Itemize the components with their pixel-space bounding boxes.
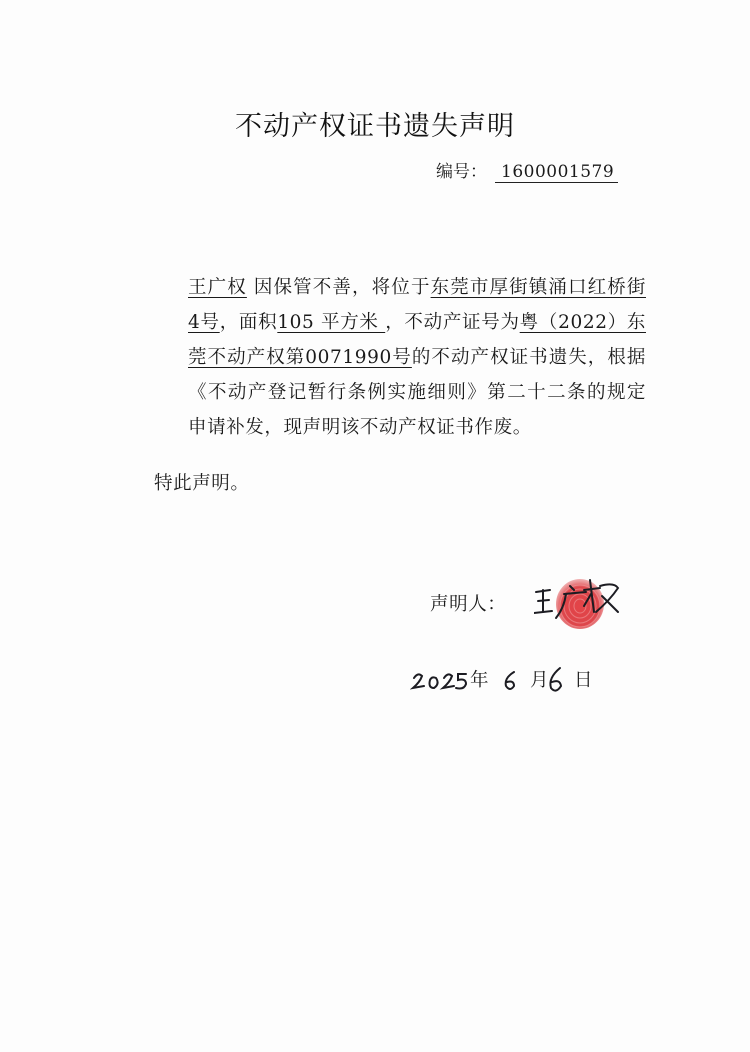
owner-name: 王广权 <box>188 277 247 298</box>
serial-line <box>436 157 618 183</box>
body-text-3: ，不动产证号为 <box>385 312 520 333</box>
signature-with-fingerprint-seal <box>534 568 620 632</box>
serial-number: 1600001579 <box>495 162 618 183</box>
body-text-1: 因保管不善，将位于 <box>246 277 431 298</box>
day-unit: 日 <box>574 670 593 691</box>
document-title: 不动产权证书遗失声明 <box>235 111 515 142</box>
declarant-line <box>430 590 506 616</box>
date-line <box>410 660 610 700</box>
body-text-4: 的不动产权证书遗失，根据《不动产登记暂行条例实施细则》第二十二条的规定申请补发，现声明该不动产权证书作废。 <box>188 347 646 438</box>
declarant-label: 声明人： <box>430 594 507 615</box>
certificate-number: 粤（2022）东莞不动产权第0071990号 <box>188 312 646 368</box>
property-area: 105 平方米 <box>277 312 386 333</box>
declaration-body <box>116 270 646 445</box>
body-text-2: ，面积 <box>219 312 278 333</box>
closing-statement: 特此声明。 <box>154 473 250 494</box>
year-unit: 年 <box>470 670 489 691</box>
property-address: 东莞市厚街镇涌口红桥街4号 <box>188 277 646 333</box>
month-unit: 月 <box>530 670 549 691</box>
serial-label: 编号： <box>436 162 487 182</box>
